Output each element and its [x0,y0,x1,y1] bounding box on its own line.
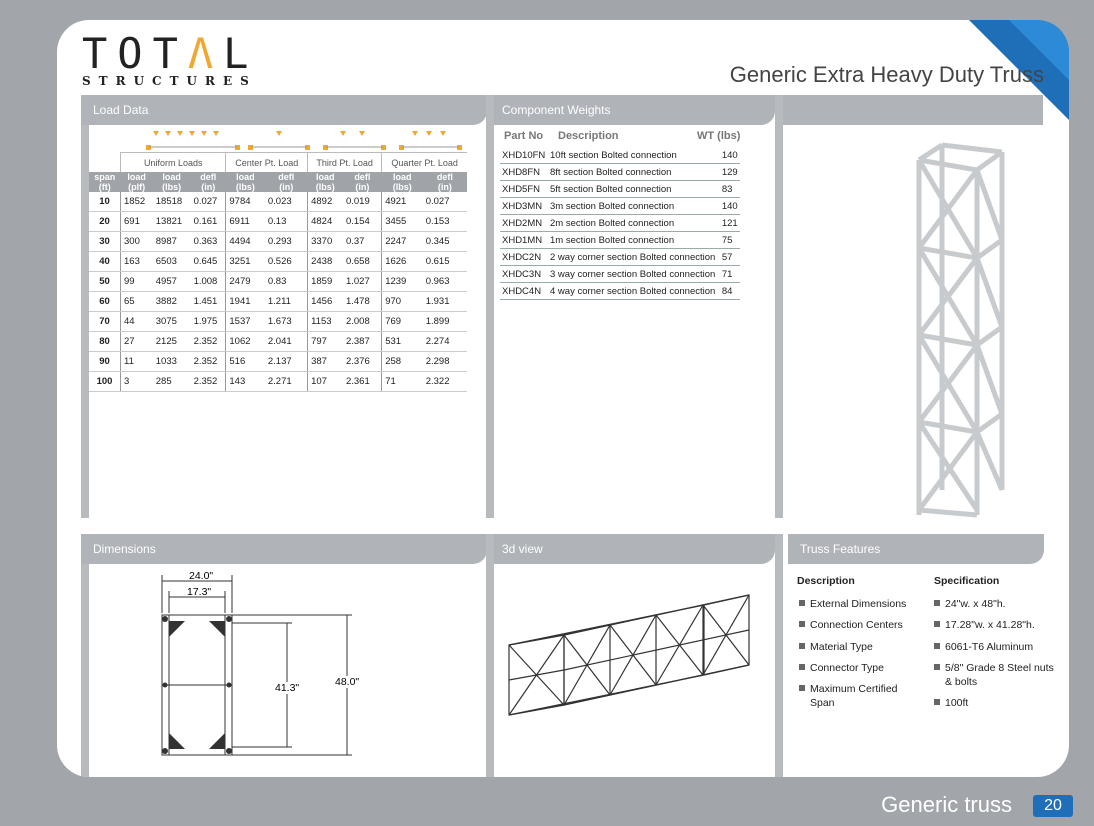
group-header: Uniform Loads [121,153,226,173]
value-cell: 2.352 [191,332,226,352]
separator [81,125,89,518]
value-cell: 0.153 [423,212,467,232]
value-cell: 2.137 [265,352,308,372]
value-cell: 516 [226,352,265,372]
value-cell: 0.658 [343,252,382,272]
value-cell: 18518 [153,192,191,212]
feature-spec: 17.28"w. x 41.28"h. [934,619,1035,631]
dimensions-drawing [147,565,407,765]
table-row [89,372,467,392]
table-row [89,332,467,352]
dimensions-header: Dimensions [81,534,487,564]
feature-spec: & bolts [945,676,978,688]
table-row [500,249,740,266]
table-row [89,192,467,212]
value-cell: 0.83 [265,272,308,292]
feature-desc: Span [810,697,835,709]
value-cell: 1852 [121,192,153,212]
part-no-cell: XHD1MN [500,232,548,249]
weight-cell: 84 [720,283,740,300]
value-cell: 6503 [153,252,191,272]
value-cell: 8987 [153,232,191,252]
span-cell: 60 [89,292,121,312]
brand-logo: TOTΛL STRUCTURES [82,29,259,88]
value-cell: 1033 [153,352,191,372]
page-card [57,20,1069,777]
table-row [89,292,467,312]
feature-desc: Maximum Certified [799,683,898,695]
comp-header-part: Part No [504,130,544,142]
value-cell: 0.027 [423,192,467,212]
span-cell: 100 [89,372,121,392]
component-weights-header: Component Weights [490,95,775,125]
table-row [500,198,740,215]
part-no-cell: XHD8FN [500,164,548,181]
separator [81,564,89,777]
part-no-cell: XHD2MN [500,215,548,232]
dim-outer-width: 24.0" [189,570,214,582]
weight-cell: 140 [720,198,740,215]
part-no-cell: XHDC2N [500,249,548,266]
feature-spec: 100ft [934,697,968,709]
value-cell: 3 [121,372,153,392]
value-cell: 2.352 [191,372,226,392]
feature-desc: Connector Type [799,662,884,674]
span-cell: 90 [89,352,121,372]
value-cell: 0.023 [265,192,308,212]
value-cell: 0.963 [423,272,467,292]
features-header: Truss Features [788,534,1044,564]
group-header: Center Pt. Load [226,153,308,173]
table-row [500,232,740,249]
dim-inner-width: 17.3" [187,586,212,598]
value-cell: 1.899 [423,312,467,332]
feature-desc: External Dimensions [799,598,906,610]
value-cell: 3455 [382,212,423,232]
value-cell: 0.027 [191,192,226,212]
value-cell: 65 [121,292,153,312]
description-cell: 8ft section Bolted connection [548,164,720,181]
description-cell: 4 way corner section Bolted connection [548,283,720,300]
value-cell: 0.154 [343,212,382,232]
value-cell: 1859 [308,272,343,292]
value-cell: 3370 [308,232,343,252]
comp-header-desc: Description [558,130,619,142]
separator [775,534,783,777]
span-cell: 50 [89,272,121,292]
value-cell: 0.019 [343,192,382,212]
description-cell: 1m section Bolted connection [548,232,720,249]
value-cell: 258 [382,352,423,372]
value-cell: 2438 [308,252,343,272]
table-row [500,283,740,300]
value-cell: 0.13 [265,212,308,232]
weight-cell: 129 [720,164,740,181]
value-cell: 27 [121,332,153,352]
separator [486,95,494,518]
value-cell: 99 [121,272,153,292]
separator [775,95,783,518]
value-cell: 13821 [153,212,191,232]
value-cell: 4921 [382,192,423,212]
value-cell: 1941 [226,292,265,312]
group-header: Third Pt. Load [308,153,382,173]
value-cell: 2.322 [423,372,467,392]
table-row [500,266,740,283]
value-cell: 2.387 [343,332,382,352]
value-cell: 1626 [382,252,423,272]
value-cell: 0.345 [423,232,467,252]
features-col-spec: Specification [934,575,1000,587]
value-cell: 2.008 [343,312,382,332]
weight-cell: 140 [720,147,740,164]
page-number: 20 [1033,795,1073,817]
value-cell: 2.271 [265,372,308,392]
description-cell: 5ft section Bolted connection [548,181,720,198]
value-cell: 1.975 [191,312,226,332]
span-cell: 70 [89,312,121,332]
value-cell: 1537 [226,312,265,332]
value-cell: 6911 [226,212,265,232]
span-cell: 20 [89,212,121,232]
value-cell: 1456 [308,292,343,312]
span-cell: 30 [89,232,121,252]
table-row [89,252,467,272]
value-cell: 4957 [153,272,191,292]
value-cell: 4892 [308,192,343,212]
span-cell: 80 [89,332,121,352]
value-cell: 0.526 [265,252,308,272]
weight-cell: 71 [720,266,740,283]
span-cell: 40 [89,252,121,272]
feature-desc: Connection Centers [799,619,903,631]
separator [486,534,494,777]
table-row [500,164,740,181]
value-cell: 0.161 [191,212,226,232]
table-row [500,181,740,198]
component-weights-table [500,147,740,300]
value-cell: 531 [382,332,423,352]
value-cell: 1.027 [343,272,382,292]
span-cell: 10 [89,192,121,212]
load-data-table [89,152,467,392]
value-cell: 300 [121,232,153,252]
value-cell: 1.673 [265,312,308,332]
value-cell: 1.931 [423,292,467,312]
table-row [89,212,467,232]
value-cell: 1153 [308,312,343,332]
value-cell: 0.363 [191,232,226,252]
part-no-cell: XHDC4N [500,283,548,300]
description-cell: 2m section Bolted connection [548,215,720,232]
value-cell: 2247 [382,232,423,252]
truss-tower-image [897,130,1037,520]
value-cell: 1.451 [191,292,226,312]
description-cell: 10ft section Bolted connection [548,147,720,164]
value-cell: 1.211 [265,292,308,312]
weight-cell: 121 [720,215,740,232]
value-cell: 691 [121,212,153,232]
value-cell: 0.645 [191,252,226,272]
description-cell: 2 way corner section Bolted connection [548,249,720,266]
value-cell: 3251 [226,252,265,272]
comp-header-wt: WT (lbs) [697,130,741,142]
weight-cell: 75 [720,232,740,249]
value-cell: 0.293 [265,232,308,252]
value-cell: 1.478 [343,292,382,312]
weight-cell: 57 [720,249,740,266]
value-cell: 2.274 [423,332,467,352]
page-title: Generic Extra Heavy Duty Truss [729,62,1044,87]
part-no-cell: XHD5FN [500,181,548,198]
weight-cell: 83 [720,181,740,198]
value-cell: 797 [308,332,343,352]
value-cell: 2125 [153,332,191,352]
description-cell: 3 way corner section Bolted connection [548,266,720,283]
table-row [89,312,467,332]
footer-title: Generic truss [881,792,1012,817]
table-row [89,232,467,252]
table-row [89,352,467,372]
feature-spec: 6061-T6 Aluminum [934,641,1033,653]
part-no-cell: XHDC3N [500,266,548,283]
features-col-desc: Description [797,575,855,587]
value-cell: 2.041 [265,332,308,352]
description-cell: 3m section Bolted connection [548,198,720,215]
value-cell: 2.352 [191,352,226,372]
load-data-header: Load Data [81,95,487,125]
part-no-cell: XHD3MN [500,198,548,215]
value-cell: 1062 [226,332,265,352]
table-row [500,215,740,232]
value-cell: 71 [382,372,423,392]
truss-3d-view [504,580,764,760]
value-cell: 0.615 [423,252,467,272]
value-cell: 2.361 [343,372,382,392]
feature-spec: 5/8" Grade 8 Steel nuts [934,662,1054,674]
value-cell: 2479 [226,272,265,292]
value-cell: 1239 [382,272,423,292]
feature-spec: 24"w. x 48"h. [934,598,1006,610]
dim-inner-height: 41.3" [275,682,300,694]
feature-desc: Material Type [799,641,873,653]
value-cell: 4824 [308,212,343,232]
group-header: Quarter Pt. Load [382,153,467,173]
value-cell: 9784 [226,192,265,212]
value-cell: 11 [121,352,153,372]
value-cell: 107 [308,372,343,392]
value-cell: 163 [121,252,153,272]
value-cell: 44 [121,312,153,332]
value-cell: 970 [382,292,423,312]
part-no-cell: XHD10FN [500,147,548,164]
value-cell: 285 [153,372,191,392]
value-cell: 4494 [226,232,265,252]
value-cell: 143 [226,372,265,392]
value-cell: 0.37 [343,232,382,252]
value-cell: 3075 [153,312,191,332]
load-diagram-icons [137,128,477,154]
table-row [500,147,740,164]
value-cell: 769 [382,312,423,332]
value-cell: 2.298 [423,352,467,372]
dim-outer-height: 48.0" [335,676,360,688]
value-cell: 3882 [153,292,191,312]
view3d-header: 3d view [490,534,775,564]
image-panel-header [778,95,1043,125]
table-row [89,272,467,292]
value-cell: 2.376 [343,352,382,372]
column-header-row: span (ft) load (plf) load (lbs) defl (in) load (lbs) defl (in) load (lbs) defl (in) load (lbs) defl (in) [89,172,467,192]
value-cell: 1.008 [191,272,226,292]
value-cell: 387 [308,352,343,372]
